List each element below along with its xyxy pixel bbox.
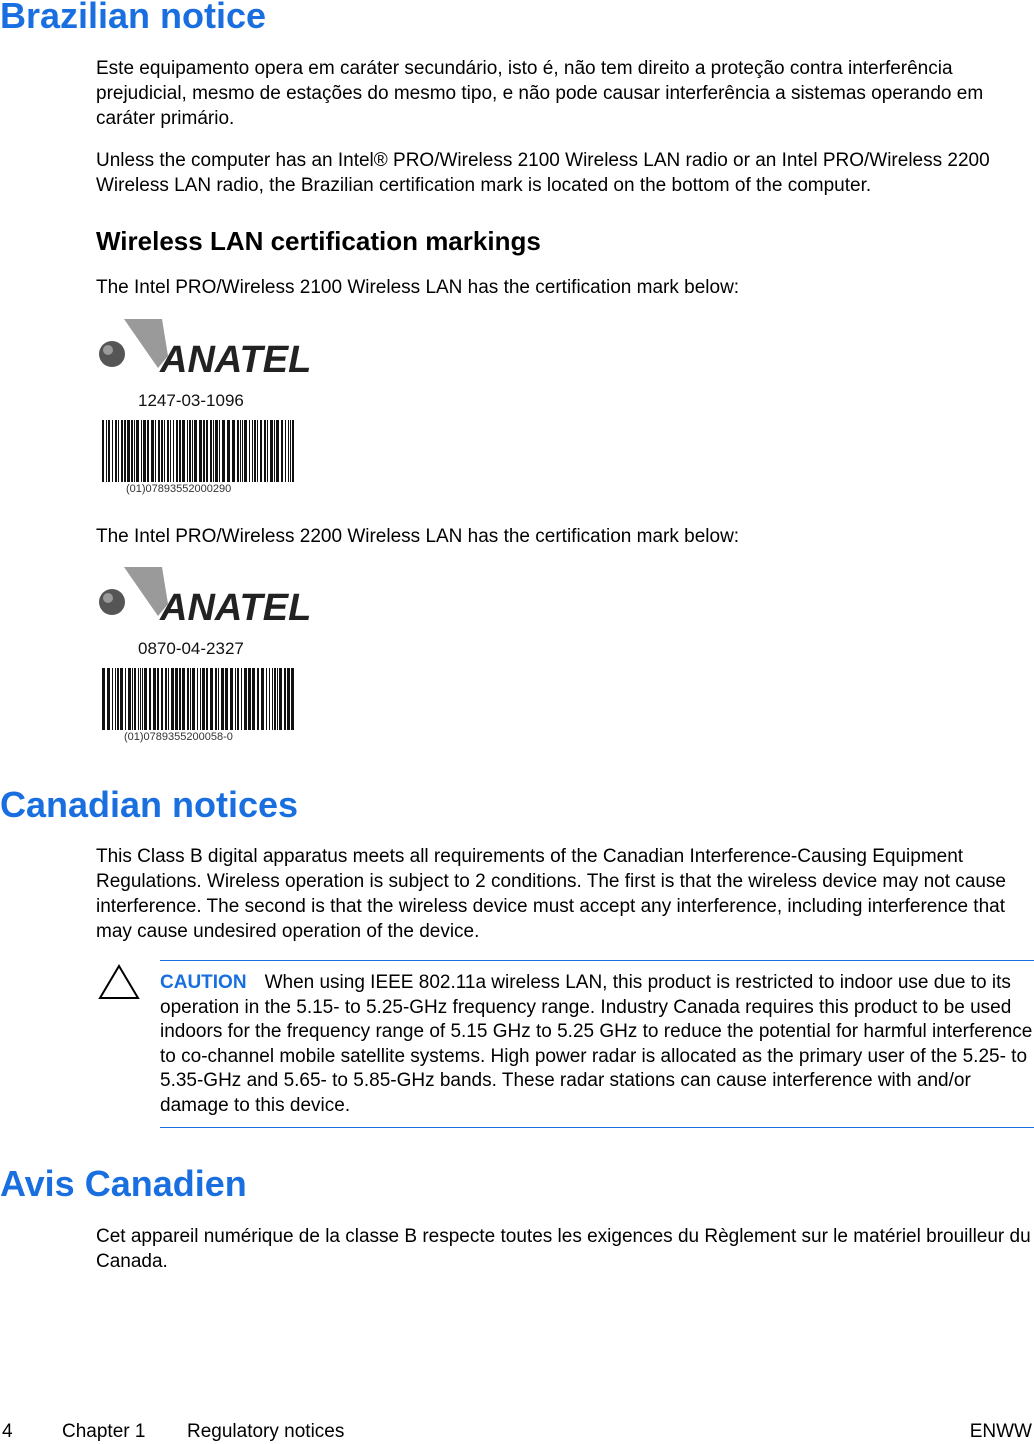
barcode-bar <box>112 420 113 482</box>
barcode-bar <box>270 420 273 482</box>
barcode-bar <box>147 420 149 482</box>
barcode-bar <box>115 668 116 730</box>
barcode-bar <box>199 420 202 482</box>
barcode-bar <box>151 420 154 482</box>
barcode-bar <box>149 668 151 730</box>
barcode-bar <box>264 420 266 482</box>
barcode-bar <box>179 668 181 730</box>
barcode-bar <box>138 668 139 730</box>
barcode-bar <box>192 420 193 482</box>
anatel-logo-image <box>96 316 311 498</box>
anatel-brand-text: ANATEL <box>160 587 311 629</box>
barcode-bar <box>210 420 212 482</box>
barcode-bar <box>284 668 286 730</box>
barcode-bar <box>136 420 139 482</box>
barcode-bar <box>131 420 133 482</box>
barcode-bar <box>227 420 230 482</box>
barcode-bar <box>219 420 220 482</box>
barcode-bar <box>240 420 241 482</box>
barcode-bar <box>187 668 189 730</box>
barcode-bar <box>194 420 197 482</box>
barcode-bar <box>124 420 126 482</box>
barcode-bar <box>165 668 167 730</box>
barcode-bar <box>215 668 217 730</box>
barcode-bar <box>164 420 165 482</box>
mark-2100-intro: The Intel PRO/Wireless 2100 Wireless LAN has the certification mark below: <box>96 277 740 298</box>
barcode-bar <box>106 420 107 482</box>
barcode-bar <box>276 420 279 482</box>
barcode-bar <box>257 420 258 482</box>
caution-label: CAUTION <box>160 972 247 993</box>
barcode-image <box>102 668 294 730</box>
barcode-bar <box>225 668 228 730</box>
barcode-bar <box>241 668 242 730</box>
caution-body: When using IEEE 802.11a wireless LAN, this product is restricted to indoor use due to its operation in the 5.15- to 5.25-GHz frequency range. Industry Canada requires this product to be used indoors for the frequency range of 5.15 GHz to 5.25 GHz to reduce the potential for harmful interference to co-channel mobile satellite systems. High power radar is allocated as the primary user of the 5.25- to 5.35-GHz and 5.65- to 5.85-GHz bands. These radar stations can cause interference with and/or damage to this device. <box>160 972 1033 1116</box>
barcode-bar <box>206 668 208 730</box>
barcode-bar <box>203 420 205 482</box>
barcode-bar <box>249 420 250 482</box>
barcode-bar <box>237 668 239 730</box>
barcode-bar <box>230 668 233 730</box>
barcode-bar <box>121 420 123 482</box>
barcode-bar <box>102 420 104 482</box>
barcode-bar <box>274 668 276 730</box>
wireless-lan-markings-heading: Wireless LAN certification markings <box>96 226 541 256</box>
barcode-bar <box>155 420 156 482</box>
barcode-bar <box>189 420 191 482</box>
barcode-bar <box>187 420 188 482</box>
barcode-bar <box>161 420 163 482</box>
barcode-bar <box>175 668 178 730</box>
barcode-bar <box>128 668 131 730</box>
barcode-bar <box>222 420 225 482</box>
barcode-bar <box>269 668 270 730</box>
barcode-bar <box>272 668 273 730</box>
anatel-mark-2100 <box>96 316 311 503</box>
barcode-bar <box>287 668 290 730</box>
barcode-bar <box>157 668 159 730</box>
barcode-bar <box>127 420 130 482</box>
barcode-bar <box>252 420 253 482</box>
barcode-bar <box>290 420 291 482</box>
barcode-bar <box>153 668 156 730</box>
barcode-bar <box>141 420 142 482</box>
barcode-bar <box>167 420 169 482</box>
barcode-bar <box>120 668 123 730</box>
canadian-notices-heading: Canadian notices <box>0 784 299 825</box>
barcode-bar <box>112 668 113 730</box>
barcode-bar <box>288 420 289 482</box>
barcode-bar <box>158 420 160 482</box>
barcode-bar <box>252 668 255 730</box>
brazilian-para-portuguese: Este equipamento opera em caráter secundário, isto é, não tem direito a proteção contra interferência prejudicial, mesmo de estações do mesmo tipo, e não pode causar interferência a sistemas operando em caráter primário. <box>96 58 984 129</box>
barcode-bar <box>215 420 218 482</box>
avis-canadien-para: Cet appareil numérique de la classe B respecte toutes les exigences du Règlement sur le matériel brouilleur du Canada. <box>96 1226 1031 1272</box>
anatel-cert-number: 1247-03-1096 <box>138 391 244 410</box>
barcode-bar <box>237 420 239 482</box>
anatel-globe-icon <box>99 589 125 615</box>
anatel-mark-2200 <box>96 564 311 751</box>
footer-chapter-title: Regulatory notices <box>187 1421 345 1442</box>
barcode-bar <box>107 668 110 730</box>
barcode-bar <box>291 668 294 730</box>
barcode-bar <box>242 420 243 482</box>
barcode-bar <box>292 420 294 482</box>
barcode-bar <box>285 420 286 482</box>
caution-triangle-icon <box>98 964 140 1000</box>
barcode-bar <box>182 668 185 730</box>
barcode-bar <box>132 668 133 730</box>
barcode-bar <box>142 668 143 730</box>
brazilian-notice-heading: Brazilian notice <box>0 0 267 36</box>
barcode-bar <box>218 668 219 730</box>
barcode-bar <box>115 420 117 482</box>
barcode-bar <box>277 668 278 730</box>
barcode-bar <box>143 420 146 482</box>
barcode-bar <box>102 668 105 730</box>
barcode-bar <box>190 668 191 730</box>
barcode-bar <box>235 668 236 730</box>
barcode-bar <box>281 420 283 482</box>
barcode-image <box>102 420 294 482</box>
barcode-digits: (01)0789355200058-0 <box>124 731 233 743</box>
footer-chapter: Chapter 1 <box>62 1421 146 1442</box>
barcode-bar <box>171 668 174 730</box>
barcode-bar <box>197 668 198 730</box>
barcode-bar <box>200 668 201 730</box>
barcode-bar <box>260 420 262 482</box>
barcode-bar <box>161 668 163 730</box>
barcode-bar <box>108 420 110 482</box>
brazilian-para-location: Unless the computer has an Intel® PRO/Wireless 2100 Wireless LAN radio or an Intel PRO/Wireless 2200 Wireless LAN radio, the Brazilian certification mark is located on the bottom of the computer. <box>96 150 990 196</box>
barcode-bar <box>274 420 275 482</box>
barcode-bar <box>210 668 213 730</box>
footer-edition: ENWW <box>969 1421 1032 1442</box>
barcode-bar <box>267 420 268 482</box>
anatel-cert-number: 0870-04-2327 <box>138 639 244 658</box>
barcode-bar <box>257 668 259 730</box>
barcode-bar <box>206 420 208 482</box>
barcode-bar <box>140 668 141 730</box>
barcode-bar <box>117 668 119 730</box>
barcode-bar <box>118 420 119 482</box>
footer-page-number: 4 <box>2 1421 13 1442</box>
barcode-bar <box>254 420 256 482</box>
barcode-bar <box>176 420 178 482</box>
barcode-bar <box>248 668 251 730</box>
barcode-bar <box>179 420 181 482</box>
barcode-bar <box>192 668 195 730</box>
barcode-bar <box>170 420 171 482</box>
barcode-bar <box>202 668 205 730</box>
barcode-bar <box>266 668 267 730</box>
barcode-bar <box>134 668 136 730</box>
barcode-bar <box>279 668 282 730</box>
barcode-bar <box>134 420 135 482</box>
barcode-bar <box>168 668 169 730</box>
canadian-para: This Class B digital apparatus meets all requirements of the Canadian Interference-Causing Equipment Regulations. Wireless operation is subject to 2 conditions. The first is that the wireless device may not cause interference. The second is that the wireless device must accept any interference, including interference that may cause undesired operation of the device. <box>96 846 1006 942</box>
caution-bottom-rule <box>160 1127 1034 1128</box>
barcode-bar <box>244 420 247 482</box>
mark-2200-intro: The Intel PRO/Wireless 2200 Wireless LAN has the certification mark below: <box>96 526 740 547</box>
anatel-logo-image <box>96 564 311 746</box>
barcode-bar <box>144 668 147 730</box>
caution-top-rule <box>160 960 1034 961</box>
anatel-brand-text: ANATEL <box>160 339 311 381</box>
anatel-globe-icon <box>99 341 125 367</box>
barcode-bar <box>232 420 235 482</box>
barcode-bar <box>213 420 214 482</box>
caution-note <box>160 971 1034 1118</box>
barcode-bar <box>173 420 174 482</box>
avis-canadien-heading: Avis Canadien <box>0 1163 247 1204</box>
barcode-bar <box>261 668 264 730</box>
barcode-bar <box>125 668 126 730</box>
barcode-bar <box>244 668 247 730</box>
barcode-digits: (01)07893552000290 <box>126 483 232 495</box>
barcode-bar <box>221 668 224 730</box>
barcode-bar <box>182 420 185 482</box>
